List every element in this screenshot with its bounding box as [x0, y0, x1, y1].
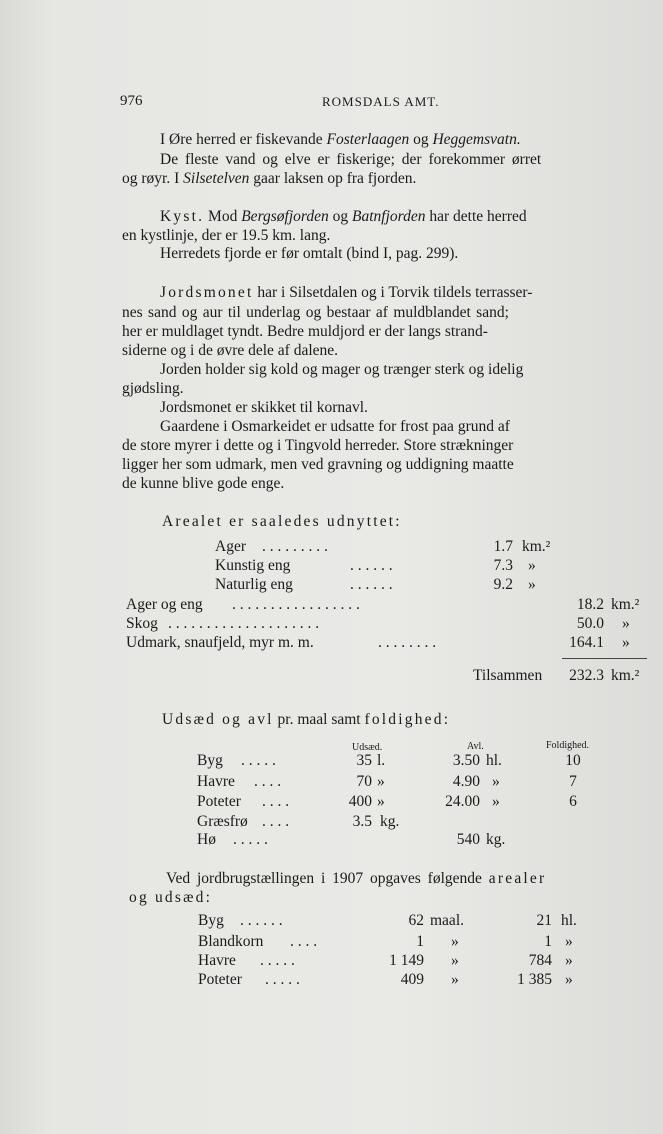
census-line-2: og udsæd: [129, 889, 210, 906]
book-page: 976 ROMSDALS AMT. I Øre herred er fiskevande Fosterlaagen og Heggemsvatn. De fleste vand og elve er fiskerige; der forekommer ørret og røyr. I Silsetelven gaar laksen op fra fjorden. Kyst. Mod Bergsøfjorden og Batnfjorden har dette herred en kystlinje, der er 19.5 km. lang. Herredets fjorde er før omtalt (bind I, pag. 299). Jordsmonet har i Silsetdalen og i Torvik tildels terrasser- nes sand og aur til underlag og bestaar af muldblandet sand; her er muldlaget tyndt. Bedre muldjord er der langs strand- siderne og i de øvre dele af dalene. Jorden holder sig kold og mager og trænger sterk og idelig gjødsling. Jordsmonet er skikket til kornavl. Gaardene i Osmarkeidet er udsatte for frost paa grund af de store myrer i dette og i Tingvold herreder. Store strækninger ligger her som udmark, men ved gravning og uddigning maatte de kunne blive gode enge. Arealet er saaledes udnyttet: Ager . . . . . . . . . 1.7 km.² Kunstig eng . . . . . . 7.3 » Naturlig eng . . . . . . 9.2 » Ager og eng . . . . . . . . . . . . . . . . . 18.2 km.² Skog . . . . . . . . . . . . . . . . . . . . 50.0 » Udmark, snaufjeld, myr m. m. . . . . . . . . 164.1 » Tilsammen 232.3 km.² Udsæd og avl pr. maal samt foldighed: Udsæd. Avl. Foldighed. Byg . . . . . 35 l. 3.50 hl. 10 Havre . . . . 70 » 4.90 » 7 Poteter . . . . 400 » 24.00 » 6 Græsfrø . . . . 3.5 kg. Hø . . . . . 540 kg. Ved jordbrugstællingen i 1907 opgaves følgende arealer og udsæd: Byg . . . . . . 62 maal. 21 hl. Blandkorn . . . . 1 » 1 » Havre . . . . . 1 149 » 784 » Poteter . . . . . 409 » 1 385 » [0, 0, 663, 1134]
p3-line-9: de store myrer i dette og i Tingvold herreder. Store strækninger [122, 437, 514, 454]
col-header-yield: Avl. [467, 741, 484, 752]
p1-line-2: De fleste vand og elve er fiskerige; der forekommer ørret [160, 151, 542, 168]
p3-line-1: Jordsmonet har i Silsetdalen og i Torvik tildels terrasser- [160, 284, 533, 301]
p2-line-2: en kystlinje, der er 19.5 km. lang. [122, 227, 331, 244]
p3-line-10: ligger her som udmark, men ved gravning og uddigning maatte [122, 456, 514, 473]
p3-line-8: Gaardene i Osmarkeidet er udsatte for frost paa grund af [160, 418, 510, 435]
p1-line-3: og røyr. I Silsetelven gaar laksen op fra fjorden. [122, 170, 417, 187]
p3-line-3: her er muldlaget tyndt. Bedre muldjord er der langs strand- [122, 323, 488, 340]
col-header-fold: Foldighed. [546, 740, 590, 751]
p2-line-1: Kyst. Mod Bergsøfjorden og Batnfjorden har dette herred [160, 208, 527, 225]
p3-line-7: Jordsmonet er skikket til kornavl. [160, 399, 368, 416]
p3-line-4: siderne og i de øvre dele af dalene. [122, 342, 339, 359]
p3-line-6: gjødsling. [122, 380, 184, 397]
p3-line-11: de kunne blive gode enge. [122, 475, 285, 492]
total-rule [562, 658, 647, 659]
p3-line-2: nes sand og aur til underlag og bestaar af muldblandet sand; [122, 304, 509, 321]
land-use-heading: Arealet er saaledes udnyttet: [162, 513, 402, 530]
census-line-1: Ved jordbrugstællingen i 1907 opgaves følgende arealer [166, 870, 547, 887]
p1-line-1: I Øre herred er fiskevande Fosterlaagen og Heggemsvatn. [160, 131, 521, 148]
col-header-seed: Udsæd. [352, 742, 383, 753]
page-number: 976 [120, 93, 143, 109]
p2-line-3: Herredets fjorde er før omtalt (bind I, pag. 299). [160, 245, 459, 262]
p3-line-5: Jorden holder sig kold og mager og trænger sterk og idelig [160, 361, 524, 378]
running-title: ROMSDALS AMT. [322, 94, 440, 109]
seed-yield-heading: Udsæd og avl pr. maal samt foldighed: [162, 711, 451, 728]
